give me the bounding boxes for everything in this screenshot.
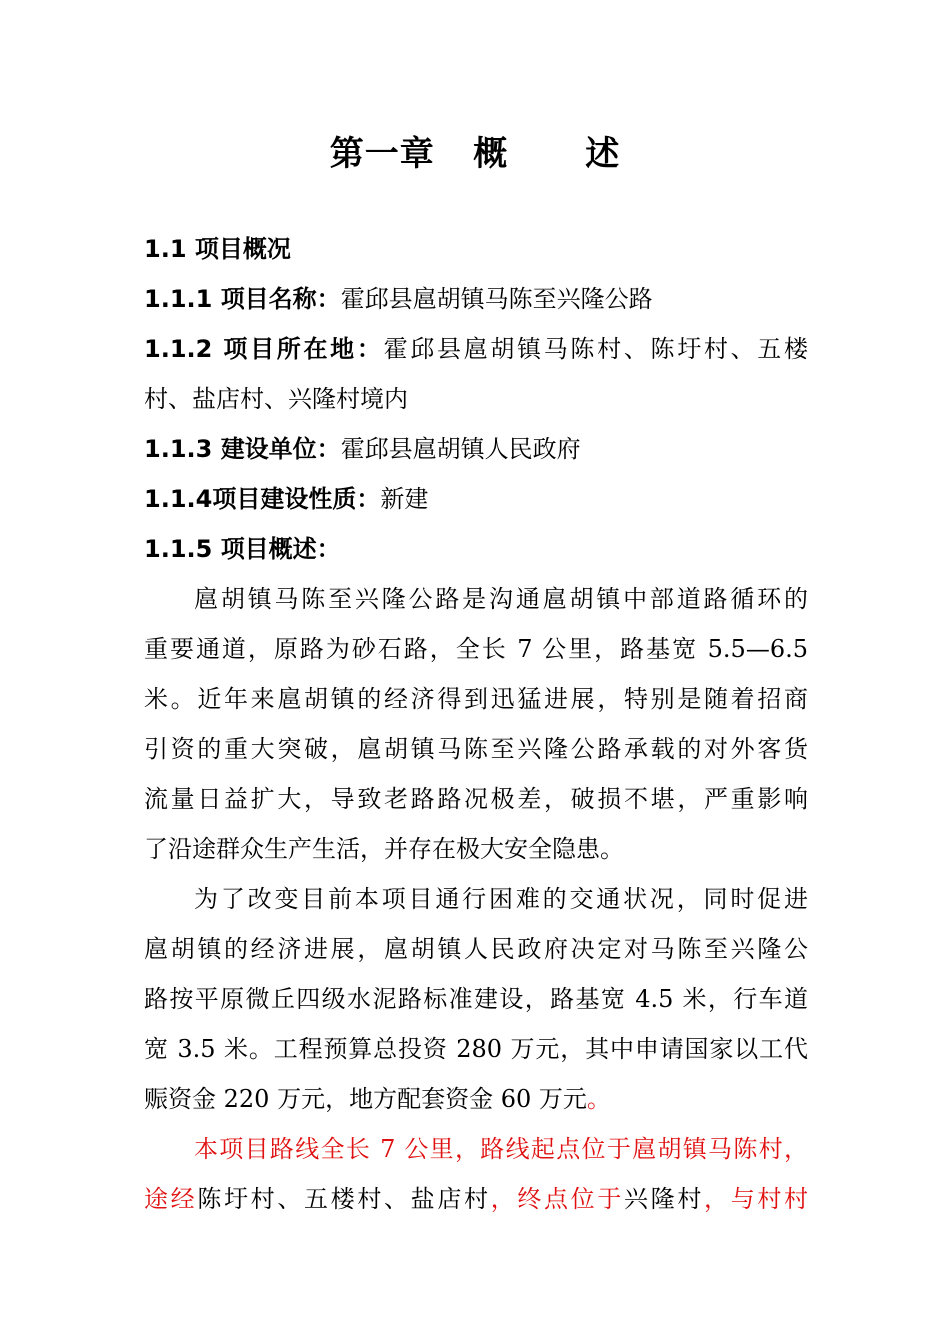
paragraph2-last-line — [144, 1084, 808, 1114]
paragraph1-line: 重要通道，原路为砂石路，全长 7 公里，路基宽 5.5—6.5 — [144, 635, 808, 663]
project-location-value: 霍邱县扈胡镇马陈村、陈圩村、五楼 — [383, 335, 809, 363]
project-name-value: 霍邱县扈胡镇马陈至兴隆公路 — [340, 285, 653, 313]
chapter-title: 第一章 概 述 — [329, 134, 621, 174]
paragraph2-line: 宽 3.5 米。工程预算总投资 280 万元，其中申请国家以工代 — [144, 1035, 808, 1063]
project-location-value-cont: 村、盐店村、兴隆村境内 — [144, 385, 408, 413]
paragraph2-line: 为了改变目前本项目通行困难的交通状况，同时促进 — [194, 885, 808, 913]
builder-value: 霍邱县扈胡镇人民政府 — [340, 435, 581, 463]
paragraph3-line2 — [144, 1184, 808, 1214]
route-text-red: ，终点位于 — [490, 1185, 625, 1213]
route-villages: 陈圩村、五楼村、盐店村 — [197, 1185, 491, 1213]
paragraph1-line: 扈胡镇马陈至兴隆公路是沟通扈胡镇中部道路循环的 — [194, 585, 808, 613]
section-1-1-3 — [144, 434, 808, 464]
construction-nature-value: 新建 — [380, 485, 429, 513]
paragraph3-line1: 本项目路线全长 7 公里，路线起点位于扈胡镇马陈村， — [194, 1135, 808, 1163]
paragraph1-line: 米。近年来扈胡镇的经济得到迅猛进展，特别是随着招商 — [144, 685, 808, 713]
route-text-red: ，与村村 — [704, 1185, 809, 1213]
paragraph2-line: 赈资金 220 万元，地方配套资金 60 万元 — [144, 1085, 587, 1113]
section-1-1-4-label: 1.1.4项目建设性质： — [144, 485, 381, 513]
route-end-village: 兴隆村 — [624, 1185, 705, 1213]
section-1-1-1 — [144, 284, 808, 314]
paragraph1-line: 引资的重大突破，扈胡镇马陈至兴隆公路承载的对外客货 — [144, 735, 808, 763]
paragraph1-line: 了沿途群众生产生活，并存在极大安全隐患。 — [144, 835, 624, 863]
section-1-1-4 — [144, 484, 808, 514]
paragraph2-end-mark: 。 — [586, 1085, 611, 1113]
section-1-1-5-heading: 1.1.5 项目概述： — [144, 535, 341, 563]
route-text-red: 途经 — [144, 1185, 198, 1213]
paragraph2-line: 扈胡镇的经济进展，扈胡镇人民政府决定对马陈至兴隆公 — [144, 935, 808, 963]
section-1-1-2-label: 1.1.2 项目所在地： — [144, 335, 384, 363]
section-1-1-heading: 1.1 项目概况 — [144, 235, 291, 263]
section-1-1-1-label: 1.1.1 项目名称： — [144, 285, 341, 313]
paragraph2-line: 路按平原微丘四级水泥路标准建设，路基宽 4.5 米，行车道 — [144, 985, 808, 1013]
section-1-1-3-label: 1.1.3 建设单位： — [144, 435, 341, 463]
section-1-1-2 — [144, 334, 808, 364]
paragraph1-line: 流量日益扩大，导致老路路况极差，破损不堪，严重影响 — [144, 785, 808, 813]
